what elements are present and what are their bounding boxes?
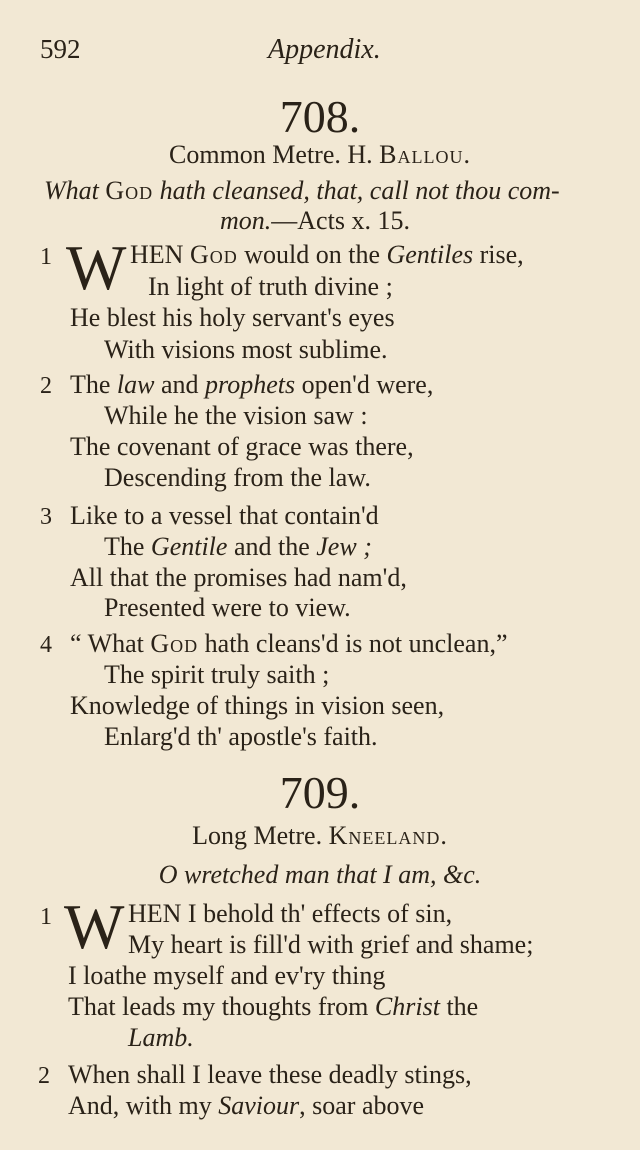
author-initial: H. <box>347 140 373 169</box>
author-name: Kneeland. <box>328 821 448 850</box>
hymn-709-epigraph: O wretched man that I am, &c. <box>158 860 482 889</box>
hymn-708-meter-line <box>0 140 640 170</box>
verse-line: HEN I behold th' effects of sin, <box>128 899 453 928</box>
stanza-number: 1 <box>40 244 52 270</box>
hymn-709-number: 709. <box>279 767 361 818</box>
verse-line: In light of truth divine ; <box>148 272 393 301</box>
verse-line: Lamb. <box>128 1023 194 1052</box>
hymn-709-meter-line <box>0 821 640 851</box>
stanza-number: 3 <box>40 504 52 530</box>
verse-line: While he the vision saw : <box>104 401 368 430</box>
verse-line: The Gentile and the Jew ; <box>104 532 372 561</box>
author-name: Ballou. <box>379 140 471 169</box>
hymn-708-number: 708. <box>279 91 361 142</box>
running-title: Appendix. <box>268 34 381 65</box>
hymn-708-epigraph-line2: mon.—Acts x. 15. <box>220 206 410 235</box>
verse-line: The spirit truly saith ; <box>104 660 330 689</box>
hymn-708-epigraph-line1: What God hath cleansed, that, call not thou com- <box>44 176 560 205</box>
page-number: 592 <box>40 34 81 64</box>
verse-line: All that the promises had nam'd, <box>70 563 407 592</box>
drop-cap: W <box>66 232 127 303</box>
stanza-number: 2 <box>40 373 52 399</box>
meter-label: Long Metre. <box>192 821 323 850</box>
verse-line: And, with my Saviour, soar above <box>68 1091 425 1120</box>
verse-line: The law and prophets open'd were, <box>70 370 434 399</box>
verse-line: The covenant of grace was there, <box>70 432 414 461</box>
verse-line: He blest his holy servant's eyes <box>70 303 395 332</box>
verse-line: Knowledge of things in vision seen, <box>70 691 445 720</box>
verse-line: “ What God hath cleans'd is not unclean,” <box>70 629 508 658</box>
verse-line: My heart is fill'd with grief and shame; <box>128 930 534 959</box>
verse-line: That leads my thoughts from Christ the <box>68 992 479 1021</box>
verse-line: With visions most sublime. <box>104 335 388 364</box>
verse-line: I loathe myself and ev'ry thing <box>68 961 386 990</box>
verse-line: Enlarg'd th' apostle's faith. <box>104 722 378 751</box>
stanza-number: 2 <box>38 1063 50 1089</box>
verse-line: HEN God would on the Gentiles rise, <box>130 240 524 269</box>
verse-line: Presented were to view. <box>104 593 351 622</box>
stanza-number: 1 <box>40 904 52 930</box>
verse-line: Like to a vessel that contain'd <box>70 501 379 530</box>
stanza-number: 4 <box>40 632 52 658</box>
verse-line: Descending from the law. <box>104 463 371 492</box>
meter-label: Common Metre. <box>169 140 341 169</box>
verse-line: When shall I leave these deadly stings, <box>68 1060 472 1089</box>
drop-cap: W <box>64 891 125 962</box>
